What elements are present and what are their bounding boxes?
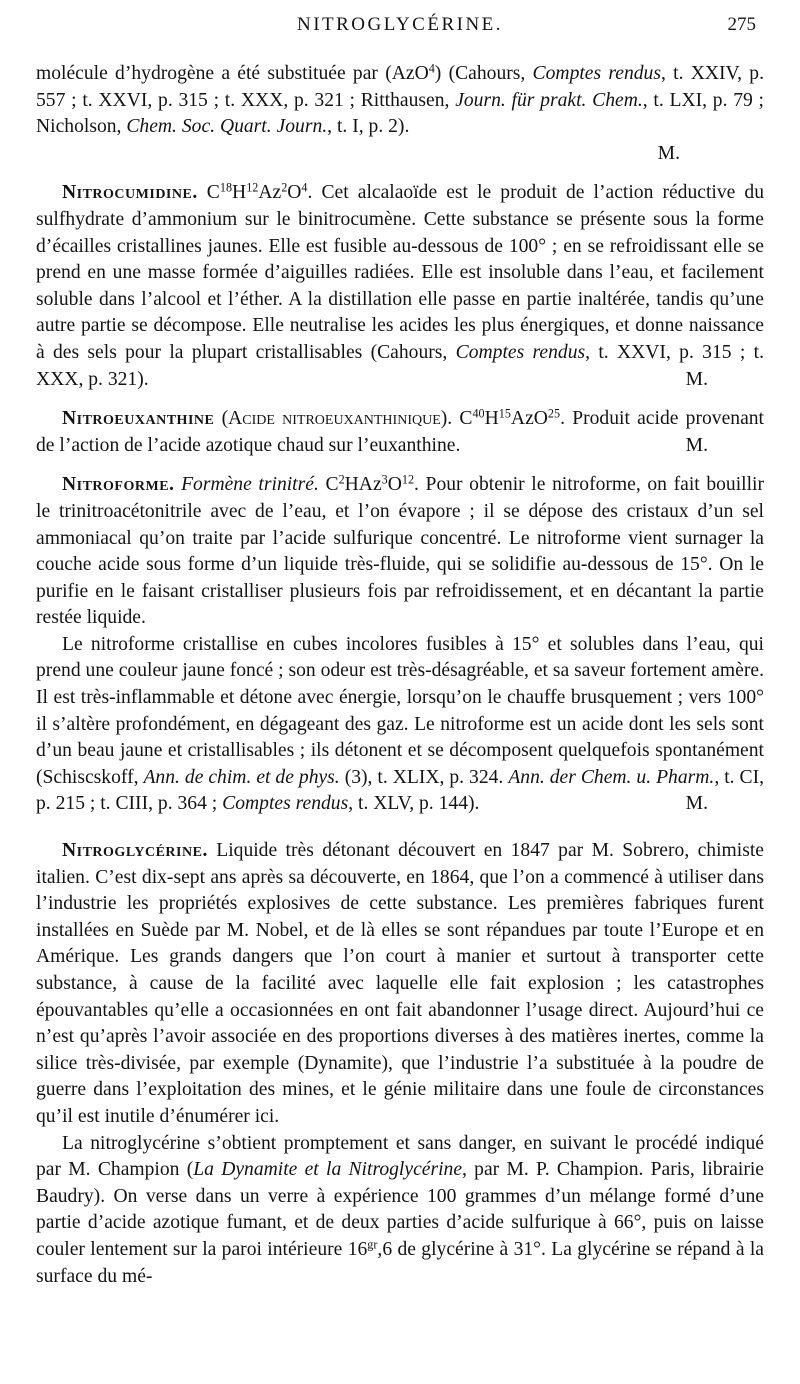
citation-title: Ann. de chim. et de phys.	[143, 766, 340, 788]
formula-part: C	[197, 182, 220, 204]
formula-part: C	[452, 408, 473, 430]
author-signature: M.	[685, 434, 708, 456]
formula-part: AzO	[510, 408, 548, 430]
citation-title: Comptes rendus	[532, 63, 661, 84]
text-run: , t. LXI, p. 79 ; Nicholson,	[36, 89, 764, 138]
citation-title: Journ. für prakt. Chem.	[455, 89, 643, 111]
formula-part: .	[414, 474, 419, 496]
entry-term: Nitrocumidine.	[62, 182, 198, 204]
citation-title: Comptes rendus	[222, 793, 349, 815]
formula-part: .	[307, 182, 313, 204]
citation-title: La Dynamite et la Nitroglycérine	[193, 1159, 463, 1181]
entry-text: Cet alcalaoïde est le produit de l’action réductive du sulfhydrate d’ammonium sur le binitrocumène. Cette substance se présente sous la forme d’écailles cristallines jaunes. Elle est fusible au-dessous de 100° ; en se refroidissant elle se prend en une masse formée d’aiguilles radiées. Elle est insoluble dans l’eau, et facilement soluble dans l’alcool et l’éther. A la distillation elle passe en partie inaltérée, tandis qu’une autre partie se décompose. Elle neutralise les acides les plus énergiques, et donne naissance à des sels pour la plupart cristallisables (Cahours,	[36, 182, 764, 363]
entry-text: , t. CI, p. 215 ; t. CIII, p. 364 ;	[36, 766, 765, 815]
superscript: 40	[472, 406, 485, 421]
running-title: NITROGLYCÉRINE.	[296, 14, 504, 35]
superscript: 4	[301, 180, 308, 195]
entry-term: Nitroforme.	[62, 474, 175, 496]
superscript: 4	[428, 61, 435, 76]
text-run: , t. I, p. 2).	[327, 116, 410, 138]
entry-term: Nitroglycérine.	[62, 840, 208, 862]
nitroglycerine-paragraph-2	[36, 1131, 764, 1291]
superscript: gr	[367, 1237, 378, 1252]
entry-text: Produit acide provenant de l’action de l’acide azotique chaud sur l’euxanthine.	[36, 408, 765, 456]
entry-text: (3), t. XLIX, p. 324.	[339, 766, 509, 788]
running-header	[0, 8, 800, 42]
citation-title: Chem. Soc. Quart. Journ.	[126, 116, 328, 138]
superscript: 18	[219, 180, 233, 195]
page-body	[36, 61, 764, 1290]
entry-term: Nitroeuxanthine	[62, 408, 215, 430]
text-run: , t. XXIV, p. 557 ; t. XXVI, p. 315 ; t. XXX, p. 321 ; Ritthausen,	[36, 63, 764, 111]
author-signature: M.	[685, 793, 708, 815]
entry-nitrocumidine	[36, 180, 764, 393]
formula-part: .	[560, 408, 565, 430]
entry-text: ,6 de glycérine à 31°. La glycérine se répand à la surface du mé-	[36, 1238, 765, 1287]
author-signature: M.	[685, 368, 708, 390]
superscript: 25	[547, 406, 561, 421]
text-run: molécule d’hydrogène a été substituée par (AzO	[36, 63, 429, 84]
entry-text: , t. XLV, p. 144).	[348, 793, 480, 815]
entry-nitroeuxanthine	[36, 406, 764, 459]
superscript: 3	[381, 472, 388, 487]
superscript: 2	[281, 180, 288, 195]
formula-part: H	[484, 408, 499, 430]
entry-text: , par M. P. Champion. Paris, librairie Baudry). On verse dans un verre à expérience 100 grammes d’un mélange formé d’une partie d’acide azotique fumant, et de deux parties d’acide sulfurique à 66°, puis on laisse couler lentement sur la paroi intérieure 16	[36, 1159, 765, 1260]
continuation-paragraph	[36, 61, 764, 167]
entry-nitroglycerine	[36, 838, 764, 1131]
formula-part: O	[387, 474, 402, 496]
entry-synonym: (Acide nitroeuxanthinique).	[214, 408, 453, 430]
superscript: 2	[338, 472, 345, 487]
citation-title: Ann. der Chem. u. Pharm.	[508, 766, 715, 788]
formula-part: Az	[258, 182, 282, 204]
superscript: 12	[401, 472, 415, 487]
entry-text: Liquide très détonant découvert en 1847 par M. Sobrero, chimiste italien. C’est dix-sept ans après sa découverte, en 1864, que l’on a commencé à utiliser dans l’industrie les propriétés explosives de cette substance. Les premières fabriques furent installées en Suède par M. Nobel, et de là elles se sont répandues par toute l’Europe et en Amérique. Les grands dangers que l’on court à manier et surtout à transporter cette substance, à cause de la facilité avec laquelle elle fait explosion ; les catastrophes épouvantables qu’elle a occasionnées en ont fait abandonner l’usage direct. Aujourd’hui ce n’est qu’après l’avoir associée en des proportions diverses à des matières inertes, comme la silice très-divisée, par exemple (Dynamite), que l’industrie l’a substituée à la poudre de guerre dans l’exploitation des mines, et le génie militaire dans une foule de circonstances qu’il est inutile d’énumérer ici.	[36, 840, 764, 1127]
author-signature: M.	[657, 142, 680, 164]
entry-text: , t. XXVI, p. 315 ; t. XXX, p. 321).	[36, 341, 764, 390]
citation-title: Comptes rendus	[455, 341, 586, 363]
nitroforme-paragraph-2	[36, 632, 764, 818]
formula-part: C	[318, 474, 339, 496]
formula-part: O	[287, 182, 302, 204]
superscript: 15	[498, 406, 511, 421]
text-run: ) (Cahours,	[434, 63, 533, 84]
formula-part: HAz	[344, 474, 382, 496]
formula-part: H	[232, 182, 247, 204]
entry-text: Le nitroforme cristallise en cubes incolores fusibles à 15° et solubles dans l’eau, qui prend une couleur jaune foncé ; son odeur est très-désagréable, et sa saveur fortement amère. Il est très-inflammable et détone avec énergie, lorsqu’on le chauffe brusquement ; vers 100° il s’altère profondément, en dégageant des gaz. Le nitroforme est un acide dont les sels sont d’un beau jaune et cristallisables ; ils détonent et se décomposent quelquefois spontanément (Schiscskoff,	[36, 633, 764, 788]
entry-nitroforme	[36, 472, 764, 632]
entry-text: La nitroglycérine s’obtient promptement et sans danger, en suivant le procédé indiqué par M. Champion (	[36, 1132, 764, 1181]
page-number: 275	[727, 14, 756, 35]
entry-synonym: Formène trinitré.	[174, 474, 319, 496]
superscript: 12	[246, 180, 259, 195]
entry-text: Pour obtenir le nitroforme, on fait bouillir le trinitroacétonitrile avec de l’eau, et l’on évapore ; il se dépose des cristaux d’un sel ammoniacal qu’on traite par l’acide sulfurique concentré. Le nitroforme vient surnager la couche acide sous forme d’un liquide très-fluide, qui se solidifie au-dessous de 15°. On le purifie en le faisant cristalliser plusieurs fois par refroidissement, et en décantant la partie restée liquide.	[36, 474, 765, 629]
